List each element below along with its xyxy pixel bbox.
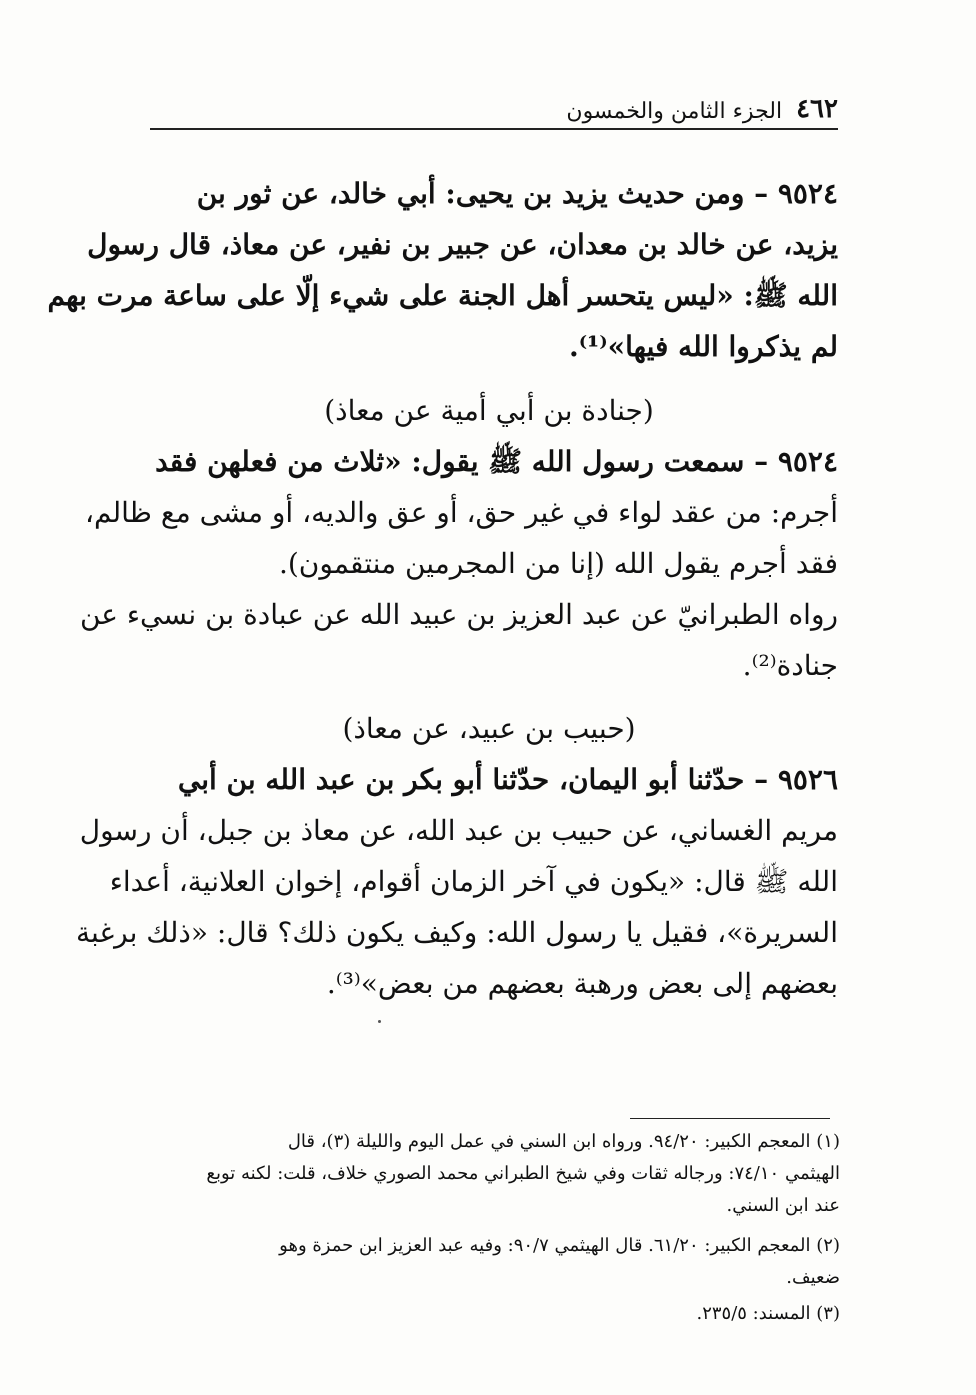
- text-line: لم يذكروا الله فيها»⁽¹⁾.: [568, 330, 838, 363]
- text-line: بعضهم إلى بعض ورهبة بعضهم من بعض»⁽³⁾.: [326, 967, 838, 1000]
- text-line: الله ﷺ: «ليس يتحسر أهل الجنة على شيء إلّا على ساعة مرت بهم: [47, 279, 838, 312]
- footnote-line: (٣) المسند: ٢٣٥/٥.: [696, 1303, 840, 1324]
- scan-speck: [378, 1020, 381, 1023]
- text-line: ٩٥٢٤ – ومن حديث يزيد بن يحيى: أبي خالد، عن ثور بن: [196, 177, 838, 210]
- text-line: مريم الغساني، عن حبيب بن عبد الله، عن معاذ بن جبل، أن رسول: [79, 814, 838, 847]
- text-line: الله ﷺ قال: «يكون في آخر الزمان أقوام، إخوان العلانية، أعداء: [109, 865, 838, 898]
- page-header: [150, 88, 838, 130]
- footnote-2: [140, 1230, 840, 1294]
- text-line: رواه الطبرانيّ عن عبد العزيز بن عبيد الله عن عبادة بن نسيء عن: [79, 598, 838, 631]
- footnote-line: الهيثمي ٧٤/١٠: ورجاله ثقات وفي شيخ الطبراني محمد الصوري خلاف، قلت: لكنه توبع: [206, 1163, 840, 1184]
- text-line: جنادة⁽²⁾.: [742, 649, 838, 682]
- text-line: السريرة»، فقيل يا رسول الله: وكيف يكون ذلك؟ قال: «ذلك برغبة: [76, 916, 838, 949]
- page-number: ٤٦٢: [796, 94, 838, 124]
- footnote-divider: [630, 1118, 830, 1119]
- section-heading: (جنادة بن أبي أمية عن معاذ): [324, 394, 654, 427]
- running-title: الجزء الثامن والخمسون: [566, 99, 783, 124]
- text-line: يزيد، عن خالد بن معدان، عن جبير بن نفير، عن معاذ، قال رسول: [87, 228, 838, 261]
- text-line: فقد أجرم يقول الله (إنا من المجرمين منتقمون).: [278, 547, 838, 580]
- footnote-line: عند ابن السني.: [726, 1195, 840, 1216]
- section-junada: [79, 385, 838, 691]
- footnote-1: [140, 1126, 840, 1222]
- text-line: أجرم: من عقد لواء في غير حق، أو عق والديه، أو مشى مع ظالم،: [84, 496, 838, 529]
- footnote-line: (١) المعجم الكبير: ٩٤/٢٠. ورواه ابن السني في عمل اليوم والليلة (٣)، قال: [287, 1131, 840, 1152]
- hadith-9524-first: [47, 168, 838, 372]
- section-heading: (حبيب بن عبيد، عن معاذ): [342, 712, 636, 745]
- text-line: ٩٥٢٦ – حدّثنا أبو اليمان، حدّثنا أبو بكر بن عبد الله بن أبي: [177, 763, 838, 796]
- footnote-3: [140, 1298, 840, 1330]
- footnote-line: (٢) المعجم الكبير: ٦١/٢٠. قال الهيثمي ٩٠/٧: وفيه عبد العزيز ابن حمزة وهو: [279, 1235, 840, 1256]
- text-line: ٩٥٢٤ – سمعت رسول الله ﷺ يقول: «ثلاث من فعلهن فقد: [155, 445, 838, 478]
- footnote-line: ضعيف.: [786, 1267, 840, 1288]
- section-habib: [76, 703, 838, 1009]
